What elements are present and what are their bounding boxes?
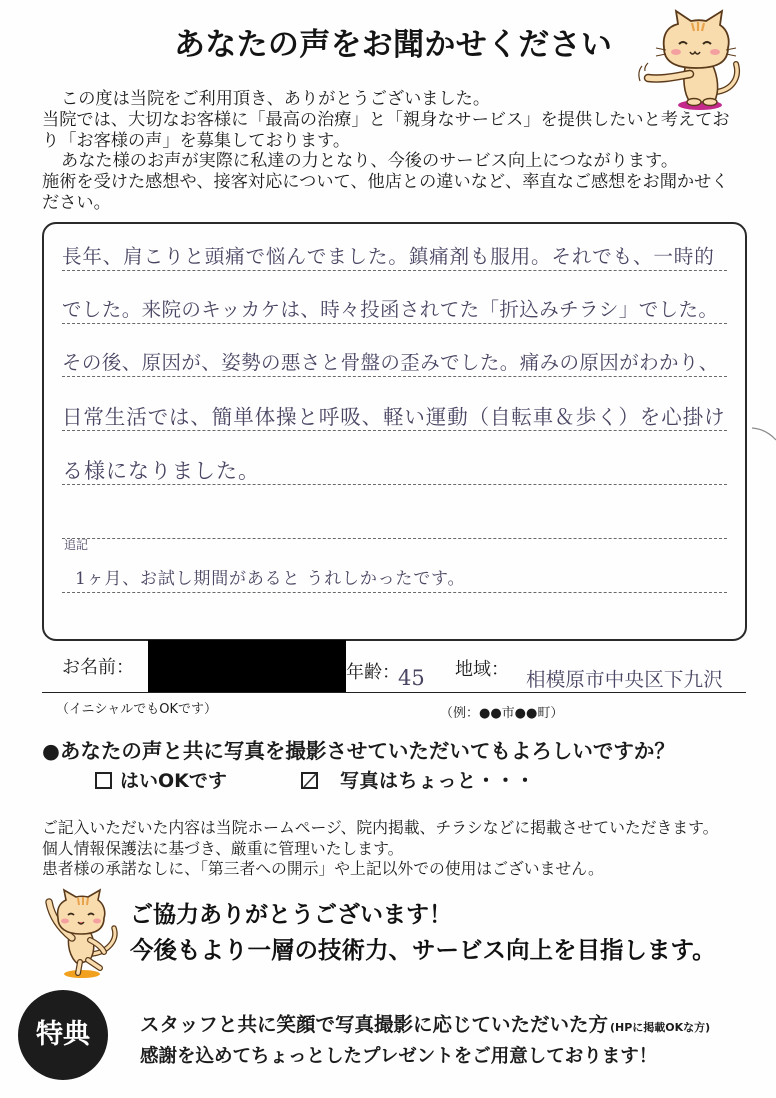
photo-ok-checkbox[interactable] — [95, 772, 112, 789]
feedback-handwriting: 1ヶ月、お試し期間があると うれしかったです。 — [75, 569, 466, 589]
intro-line: この度は当院をご利用頂き、ありがとうございました。 — [61, 89, 491, 109]
region-label: 地域： — [455, 659, 509, 680]
feedback-row — [62, 494, 727, 539]
cat-base-spot — [64, 970, 100, 978]
bonus-badge — [18, 990, 108, 1080]
bonus-badge-label: 特典 — [36, 1019, 90, 1050]
feedback-handwriting: でした。来院のキッカケは、時々投函されてた「折込みチラシ」でした。 — [62, 298, 719, 321]
intro-line: 当院では、大切なお客様に「最高の治療」と「親身なサービス」を提供したいと考えてお — [42, 109, 730, 130]
privacy-notice-line: ご記入いただいた内容は当院ホームページ、院内掲載、チラシなどに掲載させていただきます。 — [42, 818, 719, 837]
feedback-handwriting: 長年、肩こりと頭痛で悩んでました。鎮痛剤も服用。それでも、一時的 — [62, 245, 715, 268]
region-value: 相模原市中央区下九沢 — [526, 668, 724, 691]
intro-line: ださい。 — [42, 192, 111, 213]
age-label: 年齢： — [346, 662, 400, 683]
intro-line: 施術を受けた感想や、接客対応について、他店との違いなど、率直なご感想をお聞かせく — [42, 172, 729, 193]
feedback-row — [62, 548, 727, 593]
name-redaction — [148, 640, 346, 692]
photo-ok-label: はいOKです — [120, 770, 227, 792]
intro-text — [42, 89, 748, 214]
bonus-condition-note: (HPに掲載OKな方) — [610, 1021, 711, 1034]
cheering-cat-illustration — [38, 888, 128, 980]
photo-consent-question: ●あなたの声と共に写真を撮影させていただいてもよろしいですか？ — [42, 739, 675, 763]
thanks-heading: ご協力ありがとうございます！ — [130, 902, 452, 928]
feedback-row — [62, 386, 727, 431]
feedback-handwriting — [62, 512, 727, 538]
photo-decline-label: 写真はちょっと・・・ — [340, 770, 536, 792]
feedback-handwriting: その後、原因が、姿勢の悪さと骨盤の歪みでした。痛みの原因がわかり、 — [62, 351, 719, 374]
feedback-postscript-label: 追記 — [64, 538, 89, 552]
feedback-handwriting: 日常生活では、簡単体操と呼吸、軽い運動（自転車＆歩く）を心掛け — [62, 405, 726, 429]
feedback-row — [62, 332, 727, 377]
privacy-notice-line: 個人情報保護法に基づき、厳重に管理いたします。 — [42, 838, 404, 858]
name-row-divider — [42, 692, 746, 693]
bonus-line-2: 感謝を込めてちょっとしたプレゼントをご用意しております！ — [140, 1046, 658, 1067]
photo-decline-checkbox[interactable] — [301, 772, 318, 789]
feedback-row — [62, 440, 727, 485]
name-label: お名前： — [62, 657, 134, 678]
feedback-handwriting: る様になりました。 — [62, 459, 260, 483]
feedback-row — [62, 226, 727, 271]
cat-tail — [716, 64, 737, 92]
feedback-box — [42, 222, 747, 641]
age-value: 45 — [398, 666, 425, 690]
thanks-subheading: 今後もより一層の技術力、サービス向上を目指します。 — [130, 936, 716, 964]
name-hint: （イニシャルでもOKです） — [56, 702, 217, 717]
scan-stray-mark — [752, 425, 776, 445]
bonus-condition: スタッフと共に笑顔で写真撮影に応じていただいた方 — [140, 1013, 609, 1036]
privacy-notice-line: 患者様の承諾なしに、「第三者への開示」や上記以外での使用はございません。 — [42, 859, 604, 878]
feedback-row — [62, 279, 727, 324]
privacy-notice — [42, 818, 748, 880]
check-mark-icon — [301, 772, 318, 789]
region-hint: （例：●●市●●町） — [440, 706, 564, 721]
bonus-line-1 — [140, 1011, 746, 1039]
cat-head — [58, 890, 105, 934]
cat-head — [656, 11, 736, 68]
intro-line: あなた様のお声が実際に私達の力となり、今後のサービス向上につながります。 — [61, 151, 679, 172]
page-title: あなたの声をお聞かせください — [174, 27, 613, 63]
intro-line: り「お客様の声」を募集しております。 — [42, 130, 351, 151]
